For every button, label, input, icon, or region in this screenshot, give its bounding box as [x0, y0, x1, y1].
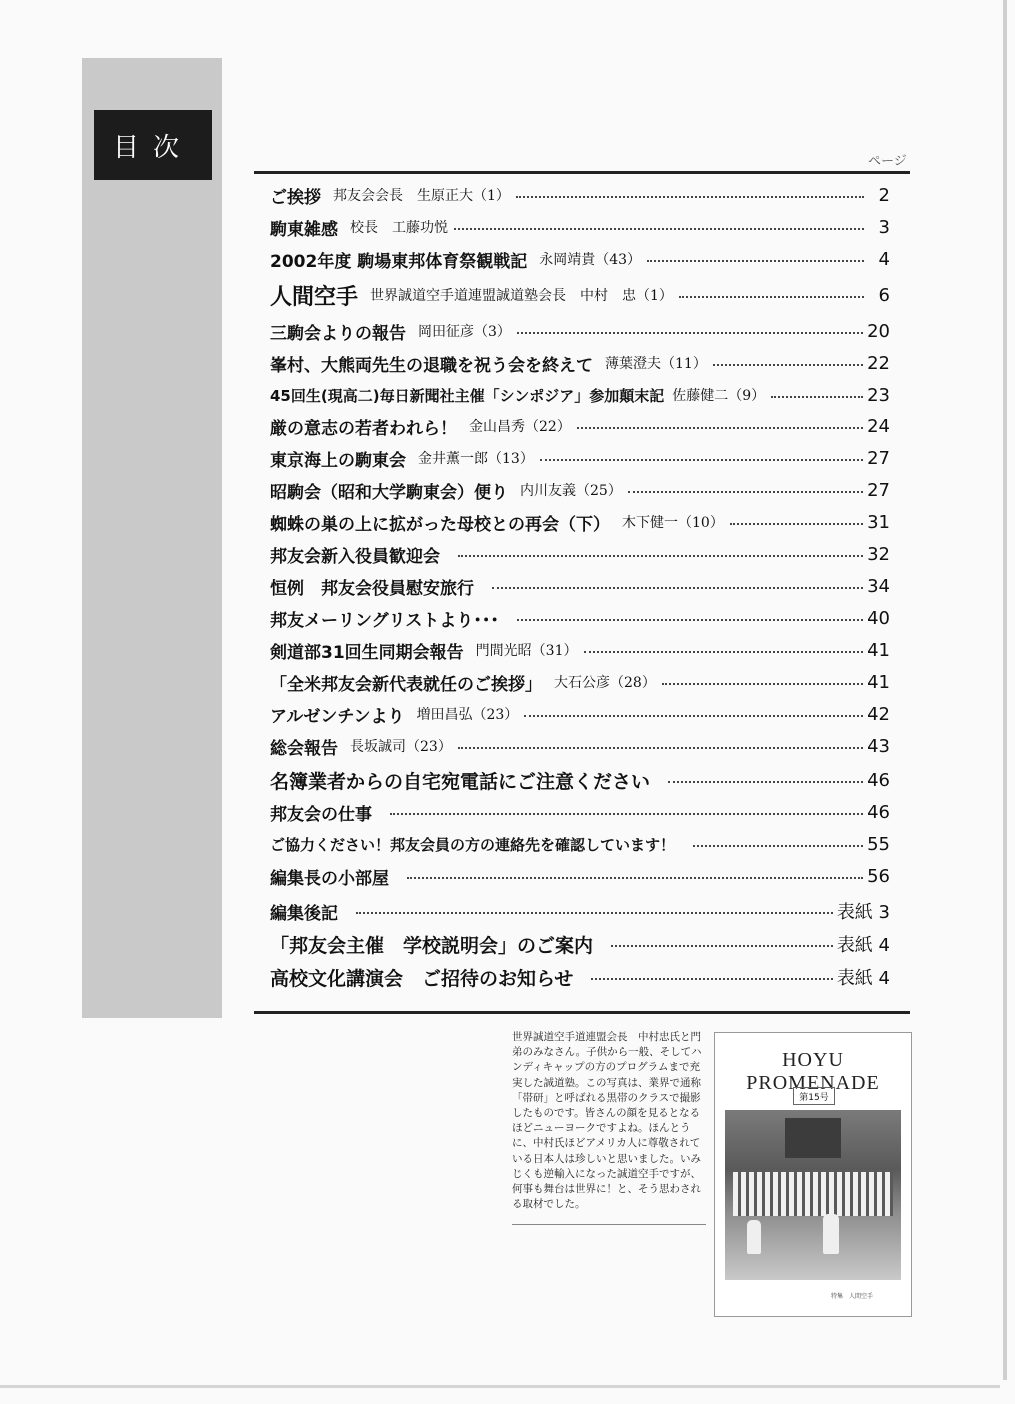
entry-title: 三駒会よりの報告 — [270, 323, 406, 344]
leader-dots — [611, 945, 833, 947]
entry-page: 32 — [867, 543, 890, 565]
toc-entry[interactable] — [270, 507, 890, 537]
leader-dots — [540, 459, 863, 461]
toc-entry[interactable] — [270, 180, 890, 210]
entry-page: 22 — [867, 352, 890, 374]
entry-title: 邦友会の仕事 — [270, 804, 372, 825]
entry-title: 「邦友会主催 学校説明会」のご案内 — [270, 934, 594, 957]
entry-page: 40 — [867, 607, 890, 629]
leader-dots — [662, 683, 863, 685]
entry-page: 56 — [867, 865, 890, 887]
entry-page: 46 — [867, 801, 890, 823]
magazine-title: HOYU PROMENADE — [746, 1049, 880, 1094]
entry-author: 金井薫一郎（13） — [418, 451, 534, 467]
contents-title: 目次 — [94, 110, 212, 180]
toc-entry[interactable] — [270, 797, 890, 827]
entry-title: 峯村、大熊両先生の退職を祝う会を終えて — [270, 355, 593, 376]
leader-dots — [454, 228, 864, 230]
entry-page: 表紙 3 — [836, 902, 890, 923]
entry-page: 43 — [867, 735, 890, 757]
magazine-footer: 特集 人間空手 — [831, 1293, 874, 1300]
entry-title: ご協力ください！邦友会員の方の連絡先を確認しています！ — [270, 835, 676, 854]
entry-author: 岡田征彦（3） — [418, 324, 511, 340]
toc-entry[interactable] — [270, 699, 890, 729]
entry-author: 大石公彦（28） — [554, 675, 656, 691]
page-edge — [1003, 0, 1007, 1380]
entry-title: 恒例 邦友会役員慰安旅行 — [270, 578, 474, 599]
entry-page: 3 — [878, 216, 890, 238]
entry-page: 55 — [867, 833, 890, 855]
entry-title: 名簿業者からの自宅宛電話にご注意ください — [270, 770, 651, 793]
toc-entry[interactable] — [270, 212, 890, 242]
toc-entry[interactable] — [270, 571, 890, 601]
front-person — [747, 1220, 761, 1254]
leader-dots — [628, 491, 863, 493]
toc-entry[interactable] — [270, 539, 890, 569]
entry-title: 厳の意志の若者われら！ — [270, 418, 457, 439]
entry-page: 23 — [867, 384, 890, 406]
top-rule — [254, 171, 910, 174]
entry-page: 41 — [867, 639, 890, 661]
entry-title: 邦友会新入役員歓迎会 — [270, 546, 440, 567]
entry-page: 42 — [867, 703, 890, 725]
leader-dots — [771, 396, 863, 398]
toc-entry[interactable] — [270, 280, 890, 310]
toc-entry[interactable] — [270, 731, 890, 761]
leader-dots — [458, 555, 863, 557]
leader-dots — [713, 364, 863, 366]
group-of-students — [733, 1172, 893, 1216]
toc-entry[interactable] — [270, 829, 890, 859]
entry-author: 邦友会会長 生原正大（1） — [333, 188, 510, 204]
entry-page: 27 — [867, 447, 890, 469]
toc-entry[interactable] — [270, 443, 890, 473]
toc-entry[interactable] — [270, 962, 890, 992]
toc-entry[interactable] — [270, 411, 890, 441]
entry-author: 佐藤健二（9） — [672, 388, 766, 404]
entry-title: 45回生(現高二)毎日新聞社主催「シンポジア」参加顛末記 — [270, 386, 665, 405]
front-person — [823, 1214, 839, 1254]
sidebar-band — [82, 58, 222, 1018]
entry-page: 24 — [867, 415, 890, 437]
leader-dots — [390, 813, 863, 815]
entry-title: アルゼンチンより — [270, 706, 405, 727]
entry-title: 昭駒会（昭和大学駒東会）便り — [270, 482, 508, 503]
entry-title: ご挨拶 — [270, 187, 321, 208]
bottom-rule — [254, 1011, 910, 1014]
leader-dots — [647, 260, 864, 262]
entry-title: 編集長の小部屋 — [270, 868, 389, 889]
toc-entry[interactable] — [270, 603, 890, 633]
leader-dots — [730, 523, 863, 525]
toc-entry[interactable] — [270, 861, 890, 891]
leader-dots — [516, 196, 864, 198]
entry-title: 総会報告 — [270, 738, 338, 759]
entry-author: 増田昌弘（23） — [416, 707, 519, 723]
karate-group-photo — [725, 1110, 901, 1280]
toc-entry[interactable] — [270, 475, 890, 505]
toc-entry[interactable] — [270, 244, 890, 274]
entry-page: 2 — [878, 184, 890, 206]
entry-title: 邦友メーリングリストより･･･ — [270, 610, 499, 631]
entry-title: 2002年度 駒場東邦体育祭観戦記 — [270, 251, 528, 272]
toc-entry[interactable] — [270, 380, 890, 410]
entry-title: 東京海上の駒東会 — [270, 450, 406, 471]
toc-entry[interactable] — [270, 667, 890, 697]
bottom-edge — [0, 1385, 1000, 1388]
entry-page: 27 — [867, 479, 890, 501]
leader-dots — [679, 296, 864, 298]
toc-entry[interactable] — [270, 348, 890, 378]
entry-title: 編集後記 — [270, 903, 338, 924]
entry-author: 内川友義（25） — [520, 483, 622, 499]
entry-title: 「全米邦友会新代表就任のご挨拶」 — [270, 674, 542, 695]
toc-entry[interactable] — [270, 929, 890, 959]
magazine-cover — [714, 1032, 912, 1317]
toc-entry[interactable] — [270, 635, 890, 665]
photo-caption: 世界誠道空手道連盟会長 中村忠氏と門弟のみなさん。子供から一般、そしてハンディキャップの方のプログラムまで充実した誠道塾。この写真は、業界で通称「帯研」と呼ばれる黒帯のクラスで撮影したものです。皆さんの顔を見るとなるほどニューヨークですよね。ほんとうに、中村氏ほどアメリカ人に尊敬されている日本人は珍しいと思いました。いみじくも逆輸入になった誠道空手ですが、何事も舞台は世界に！と、そう思わされる取材でした。 — [512, 1031, 702, 1211]
toc-entry[interactable] — [270, 765, 890, 795]
entry-page: 41 — [867, 671, 890, 693]
entry-title: 駒東雑感 — [270, 219, 338, 240]
entry-page: 6 — [878, 284, 890, 306]
entry-author: 木下健一（10） — [622, 515, 724, 531]
entry-title: 蜘蛛の巣の上に拡がった母校との再会（下） — [270, 514, 610, 535]
leader-dots — [591, 978, 832, 980]
leader-dots — [356, 912, 833, 914]
caption-rule — [512, 1224, 706, 1225]
entry-author: 薄葉澄夫（11） — [605, 356, 707, 372]
toc-entry[interactable] — [270, 896, 890, 926]
leader-dots — [524, 715, 863, 717]
entry-page: 20 — [867, 320, 890, 342]
page-column-label: ページ — [868, 154, 907, 169]
toc-entry[interactable] — [270, 316, 890, 346]
entry-author: 金山昌秀（22） — [469, 419, 571, 435]
leader-dots — [584, 651, 864, 653]
leader-dots — [458, 747, 863, 749]
entry-page: 表紙 4 — [836, 968, 890, 989]
leader-dots — [693, 845, 863, 847]
dojo-shrine — [785, 1118, 841, 1158]
entry-page: 31 — [867, 511, 890, 533]
entry-page: 46 — [867, 769, 890, 791]
leader-dots — [407, 877, 863, 879]
leader-dots — [492, 587, 863, 589]
entry-page: 表紙 4 — [836, 935, 890, 956]
leader-dots — [668, 781, 863, 783]
leader-dots — [517, 619, 863, 621]
entry-title: 剣道部31回生同期会報告 — [270, 642, 464, 663]
entry-author: 世界誠道空手道連盟誠道塾会長 中村 忠（1） — [370, 288, 673, 304]
leader-dots — [517, 332, 863, 334]
entry-page: 4 — [878, 248, 890, 270]
entry-author: 永岡靖貴（43） — [539, 252, 642, 268]
leader-dots — [577, 427, 863, 429]
entry-author: 校長 工藤功悦 — [350, 220, 448, 236]
entry-title: 高校文化講演会 ご招待のお知らせ — [270, 967, 574, 990]
entry-title: 人間空手 — [270, 284, 359, 310]
entry-author: 門間光昭（31） — [475, 643, 578, 659]
entry-page: 34 — [867, 575, 890, 597]
entry-author: 長坂誠司（23） — [350, 739, 452, 755]
magazine-issue: 第15号 — [793, 1087, 835, 1105]
